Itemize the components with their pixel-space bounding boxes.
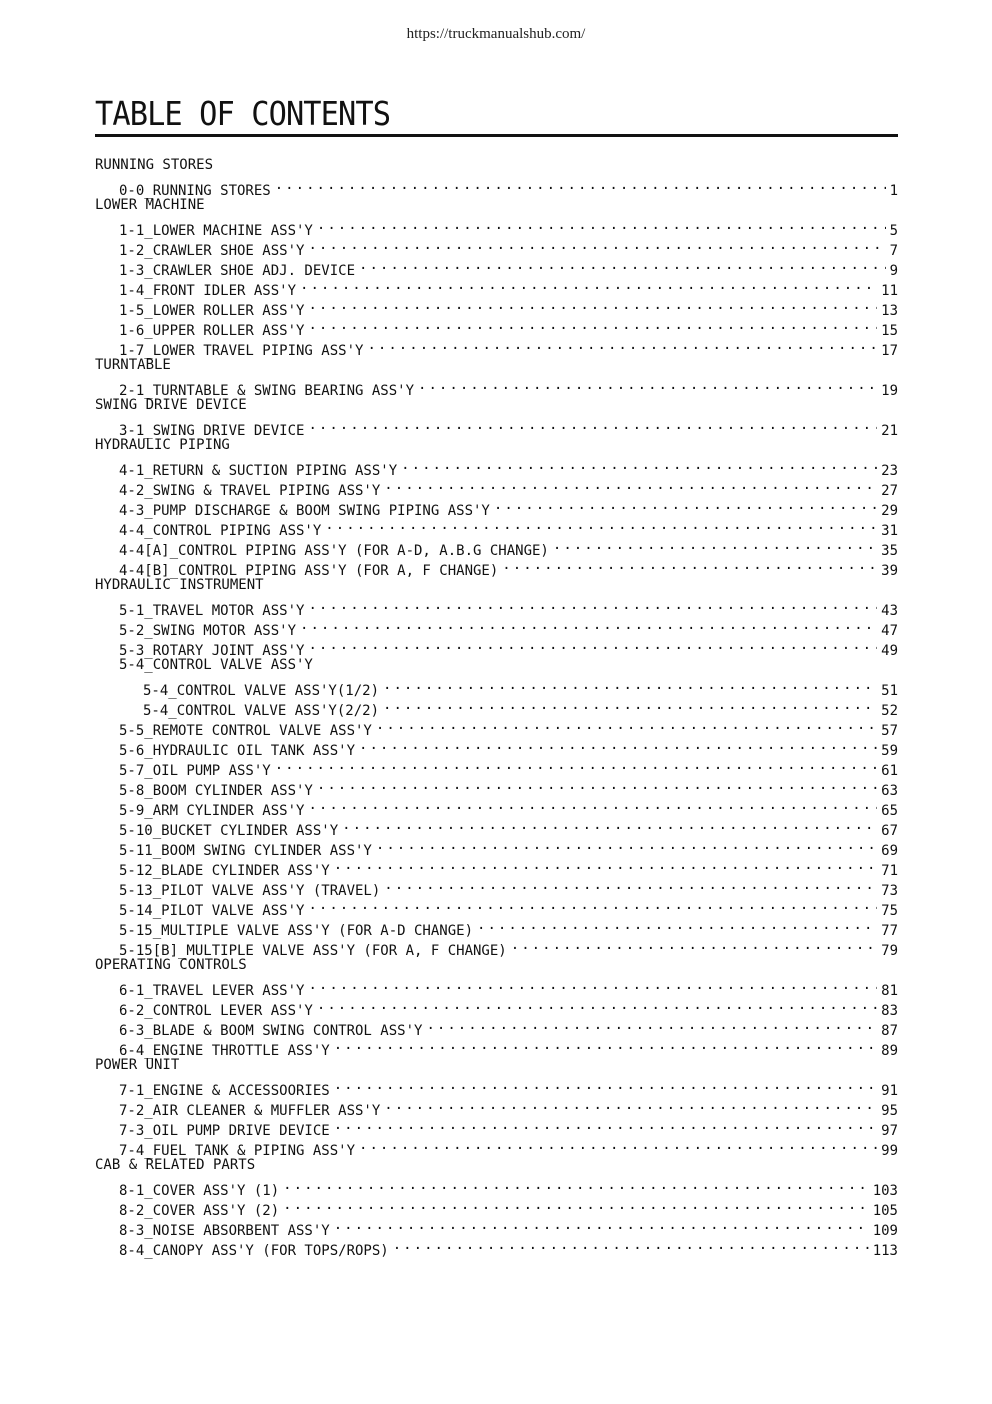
dot-leader	[308, 415, 877, 435]
dot-leader	[384, 475, 877, 495]
toc-entry-title: 4-2_SWING & TRAVEL PIPING ASS'Y	[119, 483, 381, 499]
toc-entry-title: 5-2_SWING MOTOR ASS'Y	[119, 623, 297, 639]
toc-page-number: 35	[881, 543, 898, 559]
toc-page-number: 71	[881, 863, 898, 879]
dot-leader	[384, 1095, 877, 1115]
dot-leader	[275, 755, 877, 775]
toc-page-number: 23	[881, 463, 898, 479]
dot-leader	[325, 515, 877, 535]
toc-page-number: 11	[881, 283, 898, 299]
toc-entry-title: 5-7_OIL PUMP ASS'Y	[119, 763, 271, 779]
dot-leader	[308, 295, 877, 315]
dot-leader	[511, 935, 877, 955]
toc-page-number: 39	[881, 563, 898, 579]
toc-page-number: 109	[872, 1223, 898, 1239]
toc-entry-title: 5-3_ROTARY JOINT ASS'Y	[119, 643, 305, 659]
dot-leader	[426, 1015, 877, 1035]
toc-page-number: 7	[889, 243, 898, 259]
toc-page-number: 52	[881, 703, 898, 719]
toc-page-number: 9	[889, 263, 898, 279]
dot-leader	[502, 555, 877, 575]
toc-page-number: 21	[881, 423, 898, 439]
toc-entry-title: 2-1_TURNTABLE & SWING BEARING ASS'Y	[119, 383, 415, 399]
toc-page-number: 19	[881, 383, 898, 399]
dot-leader	[418, 375, 877, 395]
toc-entry-title: 5-12_BLADE CYLINDER ASS'Y	[119, 863, 330, 879]
toc-entry-title: 4-4[B]_CONTROL PIPING ASS'Y (FOR A, F CHANGE)	[119, 563, 499, 579]
dot-leader	[308, 595, 877, 615]
toc-entry-title: 4-4_CONTROL PIPING ASS'Y	[119, 523, 322, 539]
toc-entry-title: 8-3_NOISE ABSORBENT ASS'Y	[119, 1223, 330, 1239]
toc-entry-title: CAB & RELATED PARTS	[95, 1157, 256, 1173]
toc-page-number: 51	[881, 683, 898, 699]
table-of-contents	[95, 155, 898, 1259]
toc-entry-title: 5-1_TRAVEL MOTOR ASS'Y	[119, 603, 305, 619]
toc-entry-title: OPERATING CONTROLS	[95, 957, 247, 973]
toc-section-heading	[95, 1155, 898, 1175]
toc-entry-title: RUNNING STORES	[95, 157, 214, 173]
toc-entry-title: TURNTABLE	[95, 357, 171, 373]
toc-page-number: 1	[889, 183, 898, 199]
toc-entry-title: 0-0_RUNNING STORES	[119, 183, 271, 199]
toc-entry-title: 5-15_MULTIPLE VALVE ASS'Y (FOR A-D CHANGE)	[119, 923, 474, 939]
toc-entry-title: 7-3_OIL PUMP DRIVE DEVICE	[119, 1123, 330, 1139]
dot-leader	[359, 735, 877, 755]
dot-leader	[383, 695, 877, 715]
dot-leader	[384, 875, 877, 895]
toc-page-number: 89	[881, 1043, 898, 1059]
title-divider	[95, 134, 898, 137]
toc-entry-title: POWER UNIT	[95, 1057, 180, 1073]
toc-page-number: 5	[889, 223, 898, 239]
toc-section-heading	[95, 655, 898, 675]
dot-leader	[317, 775, 877, 795]
toc-page-number: 57	[881, 723, 898, 739]
dot-leader	[494, 495, 877, 515]
toc-entry-title: 6-1_TRAVEL LEVER ASS'Y	[119, 983, 305, 999]
toc-entry-title: 5-6_HYDRAULIC OIL TANK ASS'Y	[119, 743, 356, 759]
dot-leader	[300, 615, 877, 635]
dot-leader	[393, 1235, 869, 1255]
dot-leader	[308, 795, 877, 815]
toc-entry-title: 5-14_PILOT VALVE ASS'Y	[119, 903, 305, 919]
dot-leader	[308, 235, 885, 255]
toc-section-heading	[95, 435, 898, 455]
toc-page-number: 83	[881, 1003, 898, 1019]
dot-leader	[334, 1075, 877, 1095]
toc-entry-title: 5-4_CONTROL VALVE ASS'Y(2/2)	[143, 703, 380, 719]
toc-entry[interactable]	[95, 975, 898, 999]
toc-page-number: 95	[881, 1103, 898, 1119]
toc-entry-title: 6-2_CONTROL LEVER ASS'Y	[119, 1003, 313, 1019]
toc-page-number: 15	[881, 323, 898, 339]
toc-entry-title: 5-13_PILOT VALVE ASS'Y (TRAVEL)	[119, 883, 381, 899]
toc-page-number: 113	[872, 1243, 898, 1259]
toc-entry-title: 5-15[B]_MULTIPLE VALVE ASS'Y (FOR A, F CHANGE)	[119, 943, 507, 959]
dot-leader	[359, 1135, 877, 1155]
toc-entry-title: 3-1_SWING DRIVE DEVICE	[119, 423, 305, 439]
toc-page-number: 63	[881, 783, 898, 799]
dot-leader	[401, 455, 877, 475]
toc-entry-title: 5-9_ARM CYLINDER ASS'Y	[119, 803, 305, 819]
dot-leader	[283, 1175, 869, 1195]
toc-entry-title: 4-3_PUMP DISCHARGE & BOOM SWING PIPING ASS'Y	[119, 503, 490, 519]
toc-entry[interactable]	[95, 1075, 898, 1099]
toc-entry-title: 5-10_BUCKET CYLINDER ASS'Y	[119, 823, 339, 839]
dot-leader	[300, 275, 877, 295]
toc-page-number: 69	[881, 843, 898, 859]
toc-page-number: 79	[881, 943, 898, 959]
dot-leader	[553, 535, 877, 555]
toc-entry-title: 1-2_CRAWLER SHOE ASS'Y	[119, 243, 305, 259]
toc-entry-title: 5-11_BOOM SWING CYLINDER ASS'Y	[119, 843, 372, 859]
dot-leader	[317, 215, 886, 235]
toc-entry-title: LOWER MACHINE	[95, 197, 205, 213]
toc-entry-title: 1-1_LOWER MACHINE ASS'Y	[119, 223, 313, 239]
toc-page-number: 77	[881, 923, 898, 939]
toc-entry-title: 7-4_FUEL TANK & PIPING ASS'Y	[119, 1143, 356, 1159]
toc-entry[interactable]	[95, 415, 898, 439]
toc-entry-title: 6-3_BLADE & BOOM SWING CONTROL ASS'Y	[119, 1023, 423, 1039]
toc-page-number: 87	[881, 1023, 898, 1039]
toc-page-number: 13	[881, 303, 898, 319]
toc-entry-title: 8-4_CANOPY ASS'Y (FOR TOPS/ROPS)	[119, 1243, 389, 1259]
header-url: https://truckmanualshub.com/	[406, 26, 586, 42]
dot-leader	[334, 1035, 877, 1055]
dot-leader	[308, 895, 877, 915]
toc-page-number: 91	[881, 1083, 898, 1099]
dot-leader	[359, 255, 886, 275]
dot-leader	[334, 1215, 869, 1235]
dot-leader	[275, 175, 886, 195]
toc-page-number: 103	[872, 1183, 898, 1199]
toc-entry[interactable]	[95, 455, 898, 479]
toc-page-number: 43	[881, 603, 898, 619]
dot-leader	[376, 835, 877, 855]
toc-page-number: 49	[881, 643, 898, 659]
toc-entry[interactable]	[95, 675, 898, 699]
toc-page-number: 73	[881, 883, 898, 899]
dot-leader	[376, 715, 877, 735]
toc-page-number: 65	[881, 803, 898, 819]
dot-leader	[477, 915, 877, 935]
toc-page-number: 99	[881, 1143, 898, 1159]
dot-leader	[383, 675, 877, 695]
toc-entry-title: 1-6_UPPER ROLLER ASS'Y	[119, 323, 305, 339]
toc-page-number: 31	[881, 523, 898, 539]
toc-entry-title: 5-4_CONTROL VALVE ASS'Y	[119, 657, 313, 673]
toc-page-number: 105	[872, 1203, 898, 1219]
toc-entry-title: 7-1_ENGINE & ACCESSOORIES	[119, 1083, 330, 1099]
toc-page-number: 47	[881, 623, 898, 639]
toc-entry-title: 5-8_BOOM CYLINDER ASS'Y	[119, 783, 313, 799]
dot-leader	[367, 335, 877, 355]
toc-entry-title: 4-4[A]_CONTROL PIPING ASS'Y (FOR A-D, A.B.G CHANGE)	[119, 543, 549, 559]
dot-leader	[342, 815, 877, 835]
toc-entry[interactable]	[95, 595, 898, 619]
toc-entry-title: 8-1_COVER ASS'Y (1)	[119, 1183, 280, 1199]
dot-leader	[308, 975, 877, 995]
page-title: TABLE OF CONTENTS	[95, 94, 391, 133]
toc-page-number: 61	[881, 763, 898, 779]
toc-section-heading	[95, 395, 898, 415]
dot-leader	[283, 1195, 869, 1215]
toc-entry-title: 4-1_RETURN & SUCTION PIPING ASS'Y	[119, 463, 398, 479]
toc-entry-title: 6-4_ENGINE THROTTLE ASS'Y	[119, 1043, 330, 1059]
toc-page-number: 29	[881, 503, 898, 519]
toc-entry[interactable]	[95, 175, 898, 199]
toc-entry-title: 1-7_LOWER TRAVEL PIPING ASS'Y	[119, 343, 364, 359]
toc-entry-title: 5-5_REMOTE CONTROL VALVE ASS'Y	[119, 723, 372, 739]
toc-entry[interactable]	[95, 215, 898, 239]
toc-entry-title: 5-4_CONTROL VALVE ASS'Y(1/2)	[143, 683, 380, 699]
toc-page-number: 67	[881, 823, 898, 839]
toc-page-number: 27	[881, 483, 898, 499]
toc-entry-title: SWING DRIVE DEVICE	[95, 397, 247, 413]
toc-entry-title: 7-2_AIR CLEANER & MUFFLER ASS'Y	[119, 1103, 381, 1119]
dot-leader	[317, 995, 877, 1015]
toc-entry-title: HYDRAULIC INSTRUMENT	[95, 577, 264, 593]
toc-entry-title: 8-2_COVER ASS'Y (2)	[119, 1203, 280, 1219]
toc-page-number: 59	[881, 743, 898, 759]
toc-entry-title: 1-5_LOWER ROLLER ASS'Y	[119, 303, 305, 319]
toc-page-number: 75	[881, 903, 898, 919]
dot-leader	[334, 1115, 877, 1135]
dot-leader	[308, 635, 877, 655]
toc-entry[interactable]	[95, 375, 898, 399]
dot-leader	[308, 315, 877, 335]
toc-entry-title: HYDRAULIC PIPING	[95, 437, 230, 453]
toc-page-number: 17	[881, 343, 898, 359]
dot-leader	[334, 855, 877, 875]
toc-entry[interactable]	[95, 1175, 898, 1199]
toc-section-heading	[95, 155, 898, 175]
toc-entry-title: 1-4_FRONT IDLER ASS'Y	[119, 283, 297, 299]
toc-entry-title: 1-3_CRAWLER SHOE ADJ. DEVICE	[119, 263, 356, 279]
toc-page-number: 97	[881, 1123, 898, 1139]
toc-page-number: 81	[881, 983, 898, 999]
